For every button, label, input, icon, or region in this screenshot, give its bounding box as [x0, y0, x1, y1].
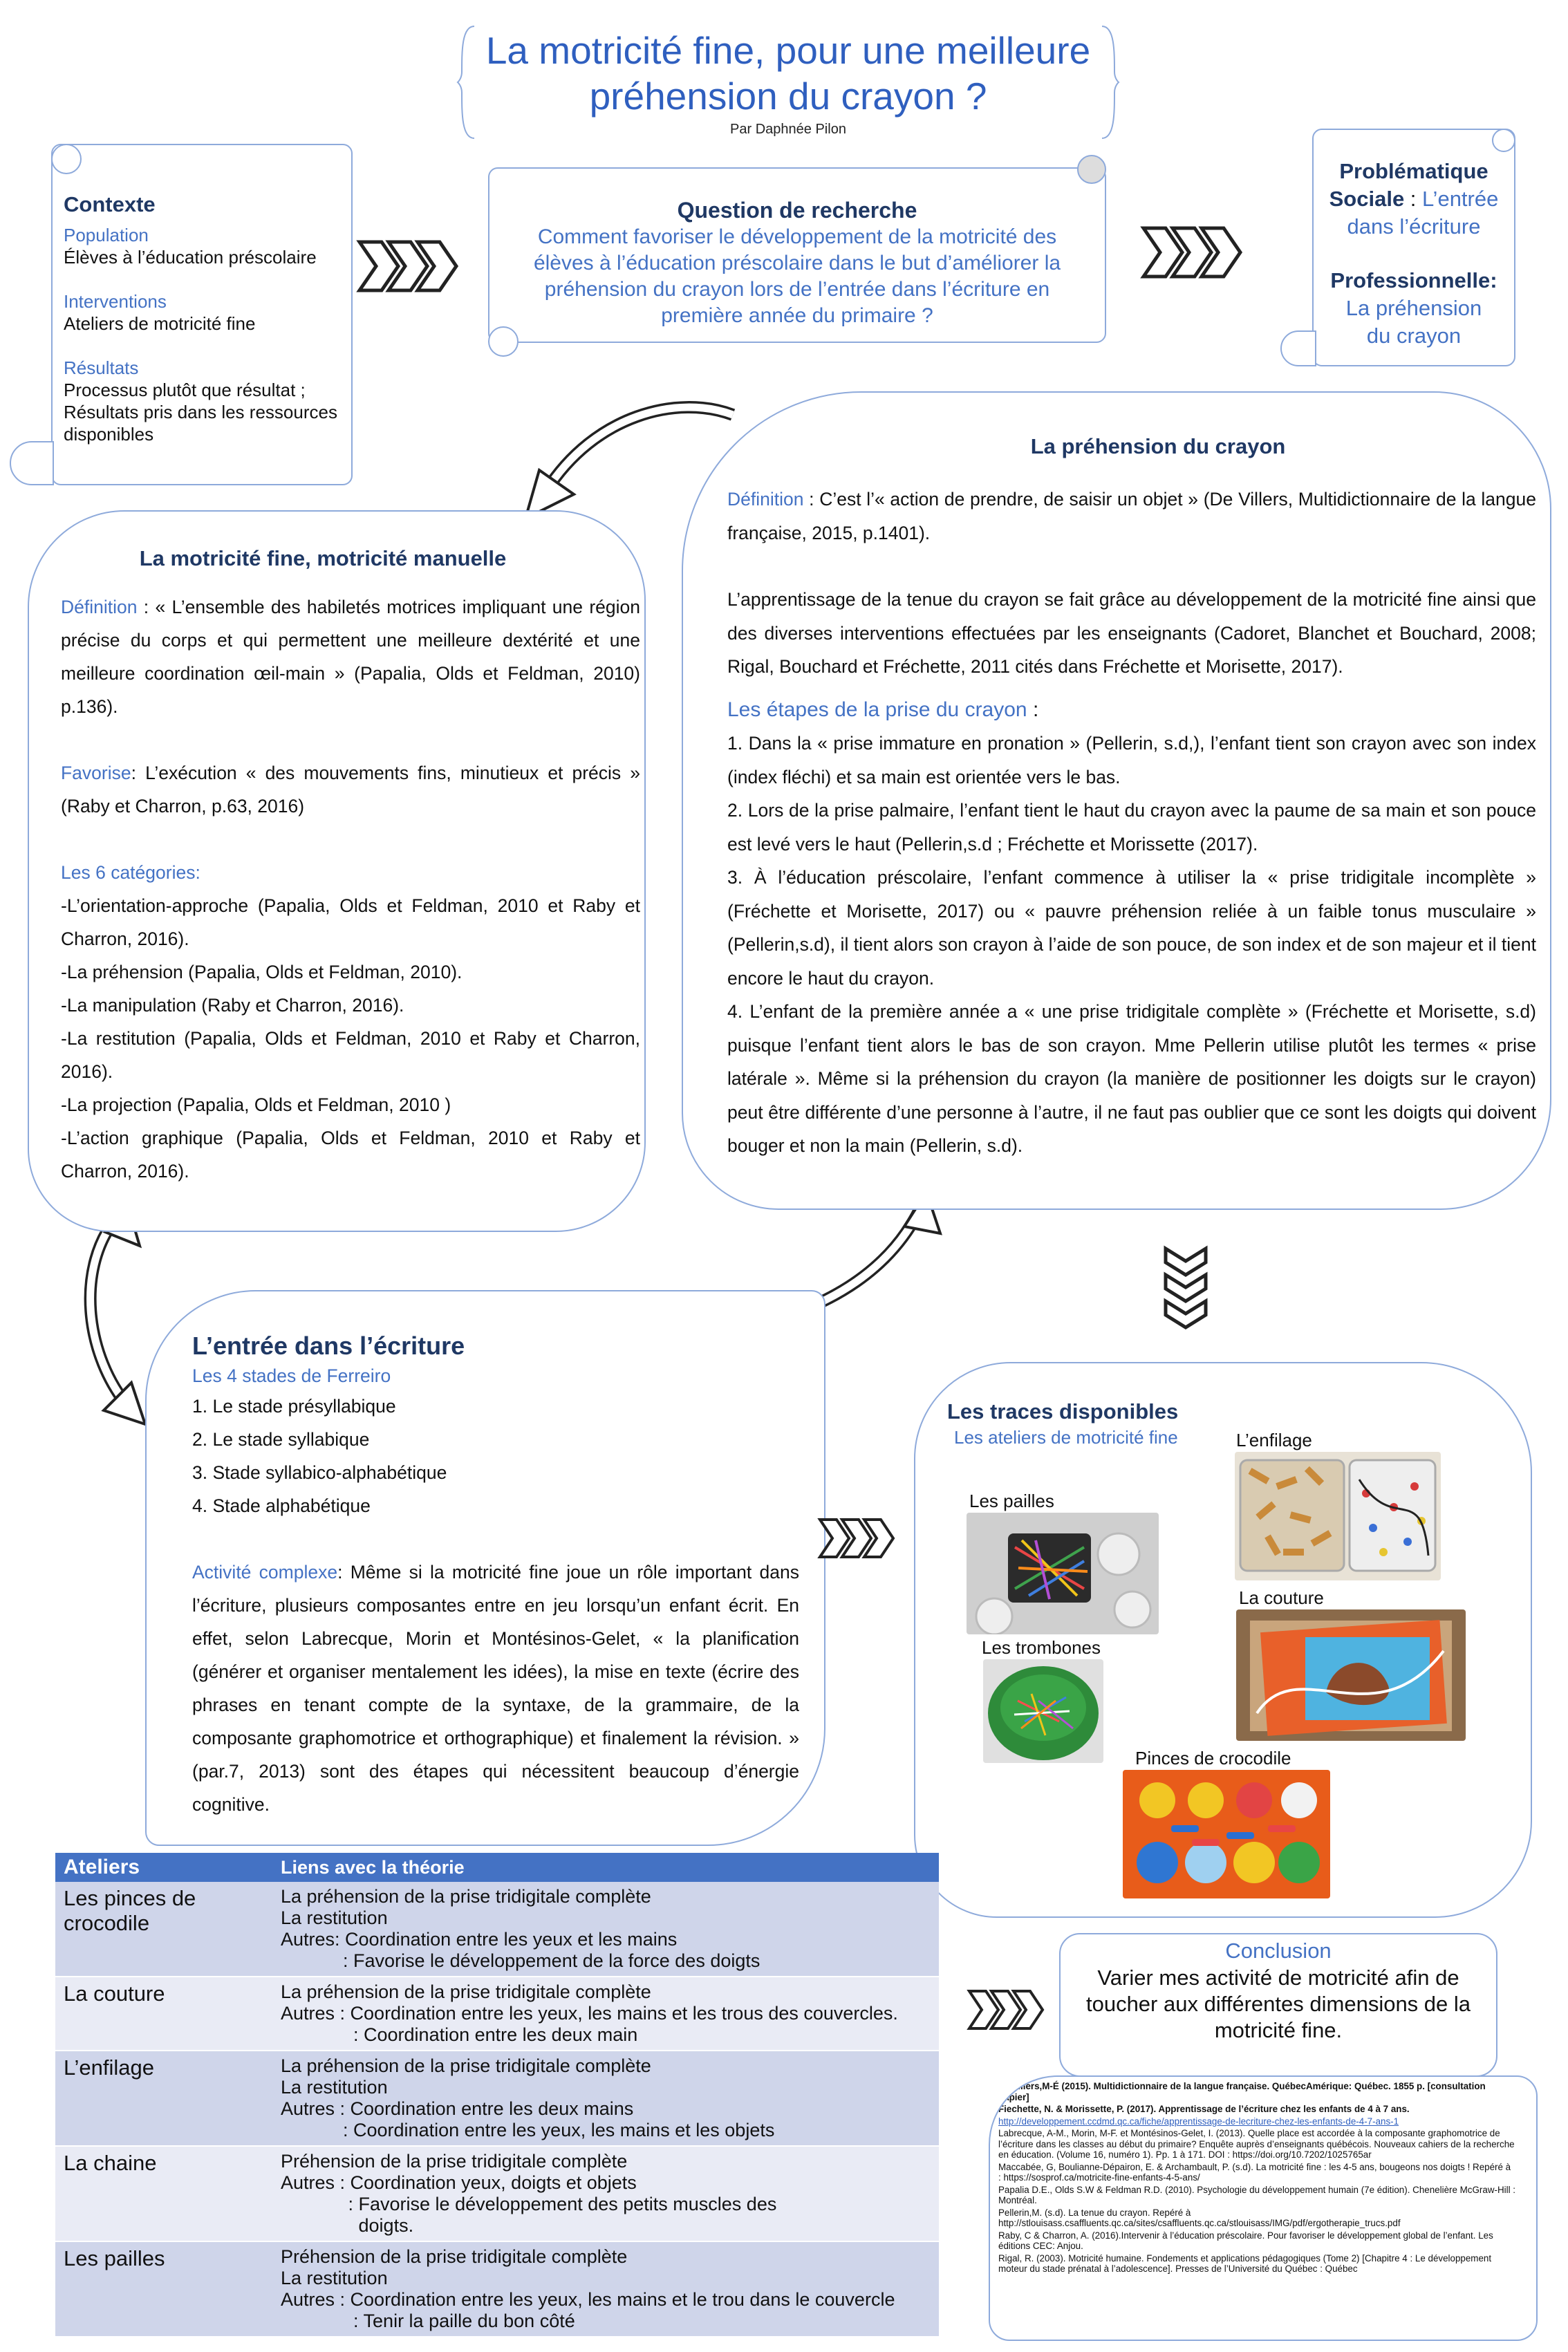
atelier-links	[272, 1977, 939, 2051]
categories-label: Les 6 catégories:	[61, 862, 200, 883]
resultats-label: Résultats	[64, 357, 139, 378]
link-line: La préhension de la prise tridigitale complète	[281, 2055, 651, 2076]
list-item: -La préhension (Papalia, Olds et Feldman, 2010).	[61, 962, 463, 982]
table-row	[55, 2051, 939, 2146]
atelier-name: La chaine	[55, 2146, 272, 2241]
scroll-curl-bottom	[10, 441, 54, 485]
etape-1: 1. Dans la « prise immature en pronation » (Pellerin, s.d,), l’enfant tient son crayon avec son index (index fléchi) et sa main est orientée vers le bas.	[727, 733, 1536, 787]
reference-item: Fiechette, N. & Morissette, P. (2017). Apprentissage de l’écriture chez les enfants de 4 à 7 ans.	[998, 2104, 1410, 2114]
link-line: : Favorise le développement de la force des doigts	[281, 1950, 760, 1971]
contexte-box	[51, 144, 353, 485]
categories-list	[61, 889, 640, 1188]
etape-3: 3. À l’éducation préscolaire, l’enfant commence à utiliser la « prise tridigitale incomplète » (Fréchette et Morisette, 2017) ou « pauvre préhension reliée à un faible tonus musculaire » (Pellerin,s.d), il tient alors son crayon à l’aide de son pouce, de son index et de son majeur et il tient encore le haut du crayon.	[727, 867, 1536, 989]
sociale-text: L’entrée dans l’écriture	[1347, 187, 1499, 239]
resultats-text: Processus plutôt que résultat ; Résultats pris dans les ressources disponibles	[64, 380, 337, 445]
reference-item: Papalia D.E., Olds S.W & Feldman R.D. (2010). Psychologie du développement humain (7e édition). Chenelière McGraw-Hill : Montréal.	[998, 2184, 1515, 2205]
scroll-curl-right	[1077, 155, 1106, 184]
table-row	[55, 1882, 939, 1977]
link-line: : Tenir la paille du bon côté	[281, 2311, 575, 2331]
list-item: 3. Stade syllabico-alphabétique	[192, 1462, 447, 1483]
atelier-links	[272, 2241, 939, 2337]
curved-arrow-icon	[62, 1203, 159, 1431]
link-line: Autres : Coordination entre les yeux, les mains et les trous des couvercles.	[281, 2003, 898, 2024]
list-item: -L’orientation-approche (Papalia, Olds et Feldman, 2010 et Raby et Charron, 2016).	[61, 895, 640, 949]
stades-list	[192, 1390, 799, 1522]
motricite-favorise	[61, 756, 640, 823]
atelier-name: Les pailles	[55, 2241, 272, 2337]
link-line: Préhension de la prise tridigitale complète	[281, 2246, 628, 2267]
link-line: Autres : Coordination yeux, doigts et objets	[281, 2172, 637, 2193]
chevron-arrows-icon	[354, 235, 476, 297]
pinces-photo	[1123, 1770, 1330, 1898]
reference-item: Maccabée, G, Boulianne-Dépairon, E. & Archambault, P. (s.d). La motricité fine : les 4-5 ans, bougeons nos doigts ! Repéré à : https://sosprof.ca/motricite-fine-enfants-4-5-ans/	[998, 2161, 1511, 2183]
etape-4: 4. L’enfant de la première année a « une prise tridigitale complète » (Fréchette et Morisette, s.d) puisque l’enfant tient alors le bas de son crayon. Mme Pellerin utilise plutôt les termes « prise latérale ». Même si la préhension du crayon (la manière de positionner les doigts sur le crayon) peut être différente d’une personne à l’autre, il ne faut pas oublier que ce sont les doigts qui doivent bouger et non la main (Pellerin, s.d).	[727, 1001, 1536, 1156]
professionnelle-text: La préhension du crayon	[1345, 296, 1482, 348]
reference-item: Pellerin,M. (s.d). La tenue du crayon. Repéré à http://stlouisass.csaffluents.qc.ca/sites/csaffluents.qc.ca/stlouisass/IMG/pdf/ergotherapie_trucs.pdf	[998, 2207, 1401, 2228]
scroll-curl-left	[488, 326, 519, 357]
motricite-title: La motricité fine, motricité manuelle	[139, 546, 507, 570]
question-box	[488, 167, 1106, 343]
sociale-label: Sociale	[1329, 187, 1405, 211]
title-line-2: préhension du crayon ?	[589, 75, 987, 118]
link-line: La restitution	[281, 1907, 388, 1928]
ecriture-box	[145, 1290, 825, 1846]
prehension-box	[682, 391, 1551, 1210]
stades-label: Les 4 stades de Ferreiro	[192, 1365, 391, 1386]
link-line: La restitution	[281, 2268, 388, 2288]
chevron-arrows-icon	[1138, 221, 1260, 283]
atelier-links	[272, 2051, 939, 2146]
link-line: Autres : Coordination entre les yeux, les mains et le trou dans le couvercle	[281, 2289, 895, 2310]
question-title: Question de recherche	[677, 198, 917, 223]
references-box	[989, 2075, 1538, 2341]
reference-item: De villers,M-É (2015). Multidictionnaire de la langue française. QuébecAmérique: Québec. 1855 p. [consultation papier]	[998, 2081, 1486, 2102]
link-line: La préhension de la prise tridigitale complète	[281, 1981, 651, 2002]
pailles-label: Les pailles	[969, 1491, 1054, 1511]
activite-text: : Même si la motricité fine joue un rôle important dans l’écriture, plusieurs composantes entre en jeu lorsqu’un enfant écrit. En effet, selon Labrecque, Morin et Montésinos-Gelet, « la planification (générer et organiser mentalement les idées), la mise en texte (écrire des phrases en tenant compte de la syntaxe, de la grammaire, de la composante graphomotrice et orthographique) et finalement la révision. » (par.7, 2013) sont des étapes qui nécessitent beaucoup d’énergie cognitive.	[192, 1562, 799, 1815]
title-line-1: La motricité fine, pour une meilleure	[485, 29, 1091, 72]
table-row	[55, 1977, 939, 2051]
definition-text: : C’est l’« action de prendre, de saisir un objet » (De Villers, Multidictionnaire de la langue française, 2015, p.1401).	[727, 489, 1536, 543]
link-line: Autres: Coordination entre les yeux et les mains	[281, 1929, 678, 1950]
chevron-down-icon	[1161, 1244, 1210, 1334]
reference-item: Rigal, R. (2003). Motricité humaine. Fondements et applications pédagogiques (Tome 2) [Chapitre 4 : Le développement moteur du stade prénatal à l’adolescence]. Presses de l’Université du Québec : Québec	[998, 2252, 1492, 2274]
trombones-label: Les trombones	[982, 1637, 1101, 1658]
professionnelle-label: Professionnelle:	[1330, 268, 1497, 292]
definition-label: Définition	[61, 597, 138, 617]
ecriture-title: L’entrée dans l’écriture	[192, 1332, 465, 1360]
chevron-arrows-icon	[965, 1986, 1052, 2034]
prehension-title: La préhension du crayon	[1030, 434, 1286, 458]
scroll-curl-right	[1492, 129, 1515, 152]
population-text: Élèves à l’éducation préscolaire	[64, 247, 317, 268]
reference-item: Raby, C & Charron, A. (2016).Intervenir à l’éducation préscolaire. Pour favoriser le développement global de l’enfant. Les éditions CEC: Anjou.	[998, 2230, 1493, 2251]
conclusion-title: Conclusion	[1225, 1939, 1332, 1963]
column-header-ateliers: Ateliers	[55, 1853, 272, 1882]
list-item: -La projection (Papalia, Olds et Feldman, 2010 )	[61, 1094, 451, 1115]
problematique-sociale	[1314, 185, 1514, 241]
definition-label: Définition	[727, 489, 804, 510]
problematique-box	[1312, 129, 1515, 366]
atelier-name: La couture	[55, 1977, 272, 2051]
motricite-definition	[61, 590, 640, 723]
traces-box	[914, 1362, 1532, 1918]
scroll-curl-left	[1280, 330, 1316, 366]
conclusion-box	[1059, 1933, 1497, 2077]
couture-label: La couture	[1239, 1587, 1324, 1608]
list-item: 2. Le stade syllabique	[192, 1429, 370, 1450]
list-item: -La restitution (Papalia, Olds et Feldman, 2010 et Raby et Charron, 2016).	[61, 1028, 640, 1082]
traces-subtitle: Les ateliers de motricité fine	[954, 1427, 1178, 1448]
interventions-text: Ateliers de motricité fine	[64, 313, 256, 334]
list-item: -L’action graphique (Papalia, Olds et Feldman, 2010 et Raby et Charron, 2016).	[61, 1128, 640, 1182]
title-block	[456, 24, 1120, 141]
table-row	[55, 2241, 939, 2337]
list-item: 4. Stade alphabétique	[192, 1495, 371, 1516]
link-line: Préhension de la prise tridigitale complète	[281, 2151, 628, 2172]
link-line: doigts.	[281, 2215, 414, 2236]
contexte-title: Contexte	[64, 192, 156, 216]
link-line: Autres : Coordination entre les deux mains	[281, 2098, 634, 2119]
etapes-label: Les étapes de la prise du crayon	[727, 698, 1027, 721]
page-title	[470, 28, 1106, 119]
atelier-name: Les pinces de crocodile	[55, 1882, 272, 1977]
favorise-text: : L’exécution « des mouvements fins, minutieux et précis » (Raby et Charron, p.63, 2016)	[61, 763, 640, 816]
activite-complexe	[192, 1556, 799, 1821]
author: Par Daphnée Pilon	[730, 122, 846, 137]
etapes-colon: :	[1027, 698, 1039, 721]
table-header-row	[55, 1853, 939, 1882]
references-list	[998, 2081, 1515, 2276]
etapes-heading	[727, 693, 1536, 727]
conclusion-text: Varier mes activité de motricité afin de toucher aux différentes dimensions de la motricité fine.	[1085, 1966, 1471, 2042]
table-row	[55, 2146, 939, 2241]
atelier-name: L’enfilage	[55, 2051, 272, 2146]
etape-2: 2. Lors de la prise palmaire, l’enfant tient le haut du crayon avec la paume de sa main et son pouce est levé vers le haut (Pellerin,s.d ; Fréchette et Morissette (2017).	[727, 800, 1536, 855]
link-line: : Favorise le développement des petits muscles des	[281, 2194, 777, 2214]
activite-label: Activité complexe	[192, 1562, 338, 1583]
trombones-photo	[983, 1659, 1103, 1763]
chevron-arrows-icon	[816, 1514, 903, 1562]
scroll-curl-top	[51, 144, 82, 174]
prehension-paragraph: L’apprentissage de la tenue du crayon se fait grâce au développement de la motricité fine ainsi que des diverses interventions effectuées par les enseignants (Cadoret, Blanchet et Bouchard, 2008; Rigal, Bouchard et Fréchette, 2011 cités dans Fréchette et Morisette, 2017).	[727, 589, 1536, 677]
population-label: Population	[64, 225, 149, 245]
link-line: La préhension de la prise tridigitale complète	[281, 1886, 651, 1907]
pinces-label: Pinces de crocodile	[1135, 1748, 1291, 1768]
link-line: : Coordination entre les yeux, les mains et les objets	[281, 2120, 775, 2140]
traces-title: Les traces disponibles	[947, 1399, 1179, 1424]
definition-text: : « L’ensemble des habiletés motrices impliquant une région précise du corps et qui permettent une meilleure dextérité et une meilleure coordination œil-main » (Papalia, Olds et Feldman, 2010) p.136).	[61, 597, 640, 717]
prehension-definition	[727, 483, 1536, 550]
motricite-box	[28, 510, 646, 1232]
workshops-table	[55, 1853, 939, 2337]
sociale-separator: :	[1404, 187, 1423, 211]
interventions-label: Interventions	[64, 291, 167, 312]
link-line: : Coordination entre les deux main	[281, 2024, 638, 2045]
pailles-photo	[967, 1513, 1159, 1634]
problematique-title: Problématique	[1339, 159, 1488, 183]
list-item: -La manipulation (Raby et Charron, 2016).	[61, 995, 404, 1016]
enfilage-label: L’enfilage	[1236, 1430, 1312, 1450]
enfilage-photo	[1235, 1452, 1441, 1580]
column-header-liens: Liens avec la théorie	[272, 1853, 939, 1882]
atelier-links	[272, 2146, 939, 2241]
reference-item: Labrecque, A-M., Morin, M-F. et Montésinos-Gelet, I. (2013). Quelle place est accordée à la composante graphomotrice de l’écriture dans les classes au début du primaire? Enquête auprès d’enseignants québécois. Nouveaux cahiers de la recherche en éducation. (Volume 16, numéro 1). Pp. 1 à 171. DOI : https://doi.org/10.7202/1025765ar	[998, 2128, 1515, 2160]
reference-link[interactable]: http://developpement.ccdmd.qc.ca/fiche/apprentissage-de-lecriture-chez-les-enfants-de-4-7-ans-1	[998, 2116, 1399, 2127]
atelier-links	[272, 1882, 939, 1977]
question-text: Comment favoriser le développement de la motricité des élèves à l’éducation préscolaire dans le but d’améliorer la préhension du crayon lors de l’entrée dans l’écriture en première année du primaire ?	[533, 225, 1061, 327]
list-item: 1. Le stade présyllabique	[192, 1396, 396, 1417]
favorise-label: Favorise	[61, 763, 131, 783]
couture-photo	[1236, 1609, 1466, 1741]
link-line: La restitution	[281, 2077, 388, 2098]
